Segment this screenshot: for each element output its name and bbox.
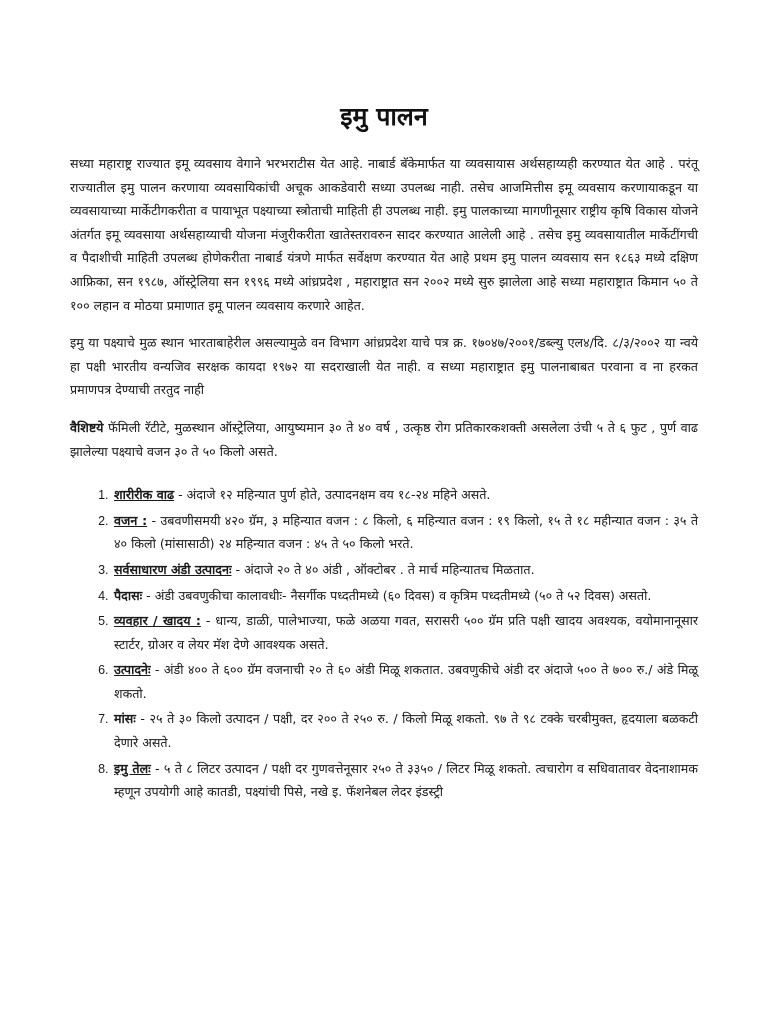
list-item-text: - अंडी ४०० ते ६०० ग्रॅम वजनाची २० ते ६० अंडी मिळू शकतात. उबवणुकीचे अंडी दर अंदाजे ५०० ते ७०० रु./ अंडे मिळू शकतो.	[114, 662, 698, 701]
list-item-label: पैदासः	[114, 587, 143, 603]
page-title: इमु पालन	[340, 102, 428, 131]
list-item-egg-production	[112, 558, 698, 582]
list-item-label: शारीरीक वाढ	[114, 487, 175, 503]
features-label: वैशिष्टये	[70, 419, 104, 435]
list-item-label: मांसः	[114, 711, 136, 727]
list-item-label: उत्पादनेः	[114, 662, 151, 678]
list-item-label: वजन :	[114, 512, 148, 528]
features-paragraph	[70, 416, 698, 463]
list-item-label: सर्वसाधारण अंडी उत्पादनः	[114, 561, 232, 577]
list-item-feed	[112, 609, 698, 656]
list-item-text: - २५ ते ३० किलो उत्पादन / पक्षी, दर २०० ते २५० रु. / किलो मिळू शकतो. ९७ ते ९८ टक्के चरबीमुक्त, हृदयाला बळकटी देणारे असते.	[114, 711, 698, 751]
list-item-text: - ५ ते ८ लिटर उत्पादन / पक्षी दर गुणवत्तेनूसार २५० ते ३३५० / लिटर मिळू शकतो. त्वचारोग व सधिवातावर वेदनाशामक म्हणून उपयोगी आहे कातडी, पक्ष्यांची पिसे, नखे इ. फॅशनेबल लेदर इंडस्ट्री	[114, 760, 698, 800]
list-item-meat	[112, 707, 698, 754]
list-item-label: व्यवहार / खादय :	[114, 613, 201, 629]
list-item-text: - अंदाजे १२ महिन्यात पुर्ण होते, उत्पादनक्षम वय १८-२४ महिने असते.	[174, 487, 491, 503]
list-item-text: - अंदाजे २० ते ४० अंडी , ऑक्टोबर . ते मार्च महिन्यातच मिळतात.	[231, 561, 535, 577]
features-text: फॅमिली रॅटीटे, मुळस्थान ऑस्ट्रेलिया, आयुष्यमान ३० ते ४० वर्ष , उत्कृष्ठ रोग प्रतिकारकशक्ती असलेला उंची ५ ते ६ फुट , पुर्ण वाढ झालेल्या पक्ष्याचे वजन ३० ते ५० किलो असते.	[70, 419, 698, 459]
list-item-oil	[112, 757, 698, 804]
list-item-weight	[112, 509, 698, 556]
list-item-products	[112, 658, 698, 705]
list-item-text: - उबवणीसमयी ४२० ग्रॅम, ३ महिन्यात वजन : ८ किलो, ६ महिन्यात वजन : १९ किलो, १५ ते १८ महीन्यात वजन : ३५ ते ४० किलो (मांसासाठी) २४ महिन्यात वजन : ४५ ते ५० किलो भरते.	[114, 512, 699, 552]
list-item-label: इमु तेलः	[114, 760, 151, 776]
details-list	[70, 483, 698, 804]
list-item-growth	[112, 483, 698, 507]
list-item-text: - अंडी उबवणुकीचा कालावधीः- नैसर्गीक पध्दतीमध्ये (६० दिवस) व कृत्रिम पध्दतीमध्ये (५० ते ५२ दिवस) असतो.	[142, 587, 652, 603]
intro-paragraph: सध्या महाराष्ट्र राज्यात इमू व्यवसाय वेगाने भरभराटीस येत आहे. नाबार्ड बॅकेमार्फत या व्यवसायास अर्थसहाय्यही करण्यात येत आहे . परंतू राज्यातील इमु पालन करणाया व्यवसायिकांची अचूक आकडेवारी सध्या उपलब्ध नाही. तसेच आजमित्तीस इमू व्यवसाय करणायाकडून या व्यवसायाच्या मार्केटीगकरीता व पायाभूत पक्ष्याच्या स्त्रोताची माहिती ही उपलब्ध नाही. इमु पालकाच्या मागणीनूसार राष्ट्रीय कृषि विकास योजने अंतर्गत इमू व्यवसाया अर्थसहाय्याची योजना मंजुरीकरीता खातेस्तरावरुन सादर करण्यात आलेली आहे . तसेच इमु व्यवसायातील मार्केटींगची व पैदाशीची माहिती उपलब्ध होणेकरीता नाबार्ड यंत्रणे मार्फत सर्वेक्षण करण्यात येत आहे प्रथम इमु पालन व्यवसाय सन १८६३ मध्ये दक्षिण आफ्रिका, सन १९८७, ऑस्ट्रेलिया सन १९९६ मध्ये आंध्रप्रदेश , महाराष्ट्रात सन २००२ मध्ये सुरु झालेला आहे सध्या महाराष्ट्रात किमान ५० ते १०० लहान व मोठया प्रमाणात इमू पालन व्यवसाय करणारे आहेत.	[70, 156, 698, 313]
origin-paragraph: इमु या पक्ष्याचे मुळ स्थान भारताबाहेरील असल्यामुळे वन विभाग आंध्रप्रदेश याचे पत्र क्र. १७०४७/२००१/डब्ल्यु एल४/दि. ८/३/२००२ या न्वये हा पक्षी भारतीय वन्यजिव सरक्षक कायदा १९७२ या सदराखाली येत नाही. व सध्या महाराष्ट्रात इमु पालनाबाबत परवाना व ना हरकत प्रमाणपत्र देण्याची तरतुद नाही	[70, 335, 698, 398]
list-item-text: - धान्य, डाळी, पालेभाज्या, फळे अळया गवत, सरासरी ५०० ग्रॅम प्रति पक्षी खादय अवश्यक, वयोमानानूसार स्टार्टर, ग्रोअर व लेयर मॅश देणे आवश्यक असते.	[114, 613, 699, 652]
list-item-breeding	[112, 584, 698, 608]
